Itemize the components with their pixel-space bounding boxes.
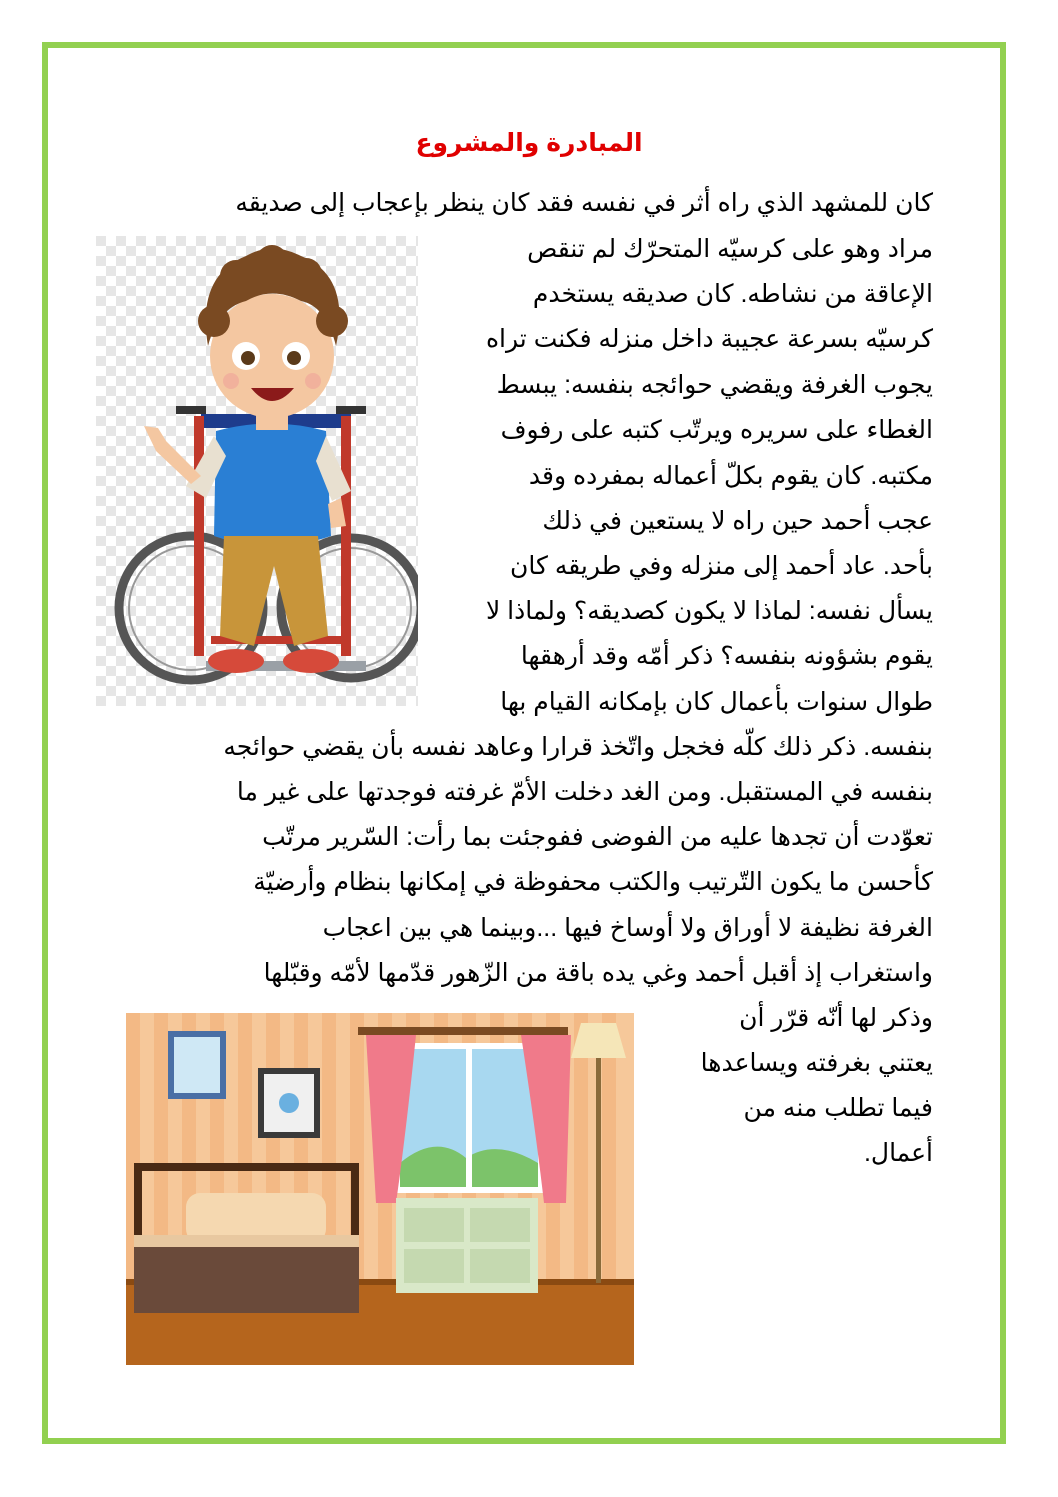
text-line: بأحد. عاد أحمد إلى منزله وفي طريقه كان [510, 552, 933, 580]
text-line: مكتبه. كان يقوم بكلّ أعماله بمفرده وقد [528, 462, 933, 490]
text-line: يجوب الغرفة ويقضي حوائجه بنفسه: يبسط [496, 371, 933, 399]
text-line: بنفسه في المستقبل. ومن الغد دخلت الأمّ غرفته فوجدتها على غير ما [236, 778, 933, 806]
text-line: كرسيّه بسرعة عجيبة داخل منزله فكنت تراه [485, 325, 933, 353]
page-title: المبادرة والمشروع [415, 129, 643, 157]
text-line: بنفسه. ذكر ذلك كلّه فخجل واتّخذ قرارا وعاهد نفسه بأن يقضي حوائجه [223, 733, 933, 761]
text-line: عجب أحمد حين راه لا يستعين في ذلك [542, 507, 933, 535]
text-line: الغرفة نظيفة لا أوراق ولا أوساخ فيها ...وبينما هي بين اعجاب [322, 914, 933, 942]
bedroom-image [126, 1013, 634, 1365]
text-line: كأحسن ما يكون التّرتيب والكتب محفوظة في إمكانها بنظام وأرضيّة [253, 868, 933, 896]
text-line: واستغراب إذ أقبل أحمد وغي يده باقة من الزّهور قدّمها لأمّه وقبّلها [263, 959, 933, 987]
text-line: طوال سنوات بأعمال كان بإمكانه القيام بها [500, 688, 933, 716]
text-line: يعتني بغرفته ويساعدها [700, 1049, 933, 1077]
text-line: مراد وهو على كرسيّه المتحرّك لم تنقص [527, 235, 933, 263]
text-line: فيما تطلب منه من [743, 1094, 933, 1122]
text-line: يسأل نفسه: لماذا لا يكون كصديقه؟ ولماذا لا [485, 597, 933, 625]
text-line: كان للمشهد الذي راه أثر في نفسه فقد كان ينظر بإعجاب إلى صديقه [235, 189, 933, 217]
text-line: الغطاء على سريره ويرتّب كتبه على رفوف [500, 416, 933, 444]
text-line: وذكر لها أنّه قرّر أن [739, 1004, 933, 1032]
text-line: الإعاقة من نشاطه. كان صديقه يستخدم [532, 280, 933, 308]
boy-wheelchair-image [96, 236, 418, 706]
text-line: أعمال. [863, 1139, 933, 1167]
text-line: يقوم بشؤونه بنفسه؟ ذكر أمّه وقد أرهقها [520, 642, 933, 670]
text-line: تعوّدت أن تجدها عليه من الفوضى ففوجئت بما رأت: السّرير مرتّب [262, 823, 933, 851]
